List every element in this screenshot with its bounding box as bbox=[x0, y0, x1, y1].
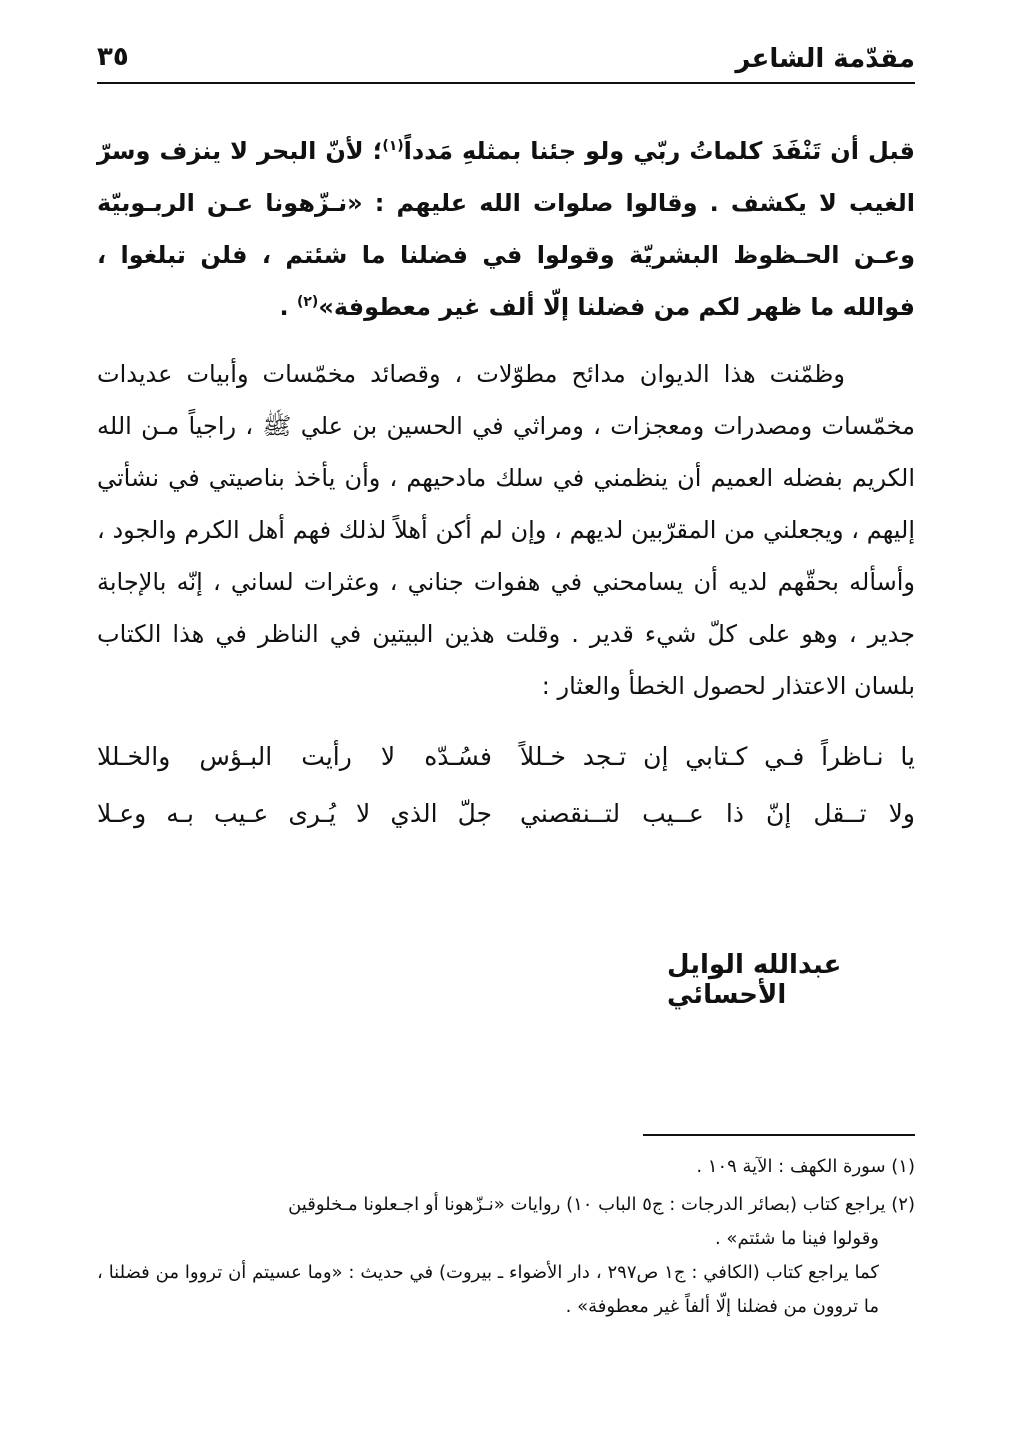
running-title: مقدّمة الشاعر bbox=[735, 44, 915, 74]
author-signature: عبدالله الوايل الأحسائي bbox=[667, 950, 842, 1010]
footnote-divider bbox=[643, 1134, 915, 1136]
lead-paragraph-end: . bbox=[279, 293, 297, 321]
page-header bbox=[97, 38, 915, 84]
verse-line bbox=[97, 799, 915, 856]
poem-verses bbox=[97, 742, 915, 856]
lead-paragraph-cont: ؛ لأنّ البحر لا ينزف وسرّ الغيب لا يكشف . وقالوا صلوات الله عليهم : «نـزّهونا عـن الربـوبيّة وعـن الحـظوظ البشريّة وقولوا في فضلنا ما شئتم ، فلن تبلغوا ، فوالله ما ظهر لكم من فضلنا إلّا ألف غير معطوفة» bbox=[97, 137, 915, 321]
footnote-1: (١) سورة الكهف : الآية ١٠٩ . bbox=[696, 1156, 915, 1177]
verse-second-hemistich: فسُـدّه لا رأيت البـؤس والخـللا bbox=[97, 742, 492, 771]
book-page bbox=[97, 0, 915, 1448]
page-number: ٣٥ bbox=[97, 42, 129, 72]
verse-first-hemistich: يا نـاظراً فـي كـتابي إن تـجد خـللاً bbox=[520, 742, 915, 771]
verse-second-hemistich: جلّ الذي لا يُـرى عـيب بـه وعـلا bbox=[97, 799, 492, 828]
footnote-ref-1: (١) bbox=[382, 138, 404, 154]
footnote-2 bbox=[97, 1188, 915, 1256]
second-paragraph: وظمّنت هذا الديوان مدائح مطوّلات ، وقصائد مخمّسات وأبيات عديدات مخمّسات ومصدرات ومعجزات ، ومراثي في الحسين بن علي ﷺ ، راجياً مـن الله الكريم بفضله العميم أن ينظمني في سلك مادحيهم ، وأن يأخذ بناصيتي في نشأتي إليهم ، ويجعلني من المقرّبين لديهم ، وإن لم أكن أهلاً لذلك فهم أهل الكرم والجود ، وأسأله بحقّهم لديه أن يسامحني في هفوات جناني ، وعثرات لساني ، إنّه بالإجابة جدير ، وهو على كلّ شيء قدير . وقلت هذين البيتين في الناظر في هذا الكتاب بلسان الاعتذار لحصول الخطأ والعثار : bbox=[97, 360, 915, 700]
footnote-3: كما يراجع كتاب (الكافي : ج١ ص٢٩٧ ، دار الأضواء ـ بيروت) في حديث : «وما عسيتم أن ترووا من فضلنا ، ما تروون من فضلنا إلّا ألفاً غير معطوفة» . bbox=[97, 1262, 879, 1317]
footnote-2-continued: وقولوا فينا ما شئتم» . bbox=[714, 1228, 879, 1249]
footnote-2-text: (٢) يراجع كتاب (بصائر الدرجات : ج٥ الباب ١٠) روايات «نـزّهونا أو اجـعلونا مـخلوقين bbox=[288, 1194, 915, 1215]
footnote-ref-2: (٢) bbox=[296, 294, 319, 310]
verse-first-hemistich: ولا تــقل إنّ ذا عــيب لتــنقصني bbox=[520, 799, 915, 828]
verse-line bbox=[97, 742, 915, 799]
lead-paragraph-text: قبل أن تَنْفَدَ كلماتُ ربّي ولو جئنا بمثلهِ مَدداً bbox=[403, 137, 915, 165]
lead-paragraph bbox=[97, 125, 915, 333]
footnotes bbox=[97, 1150, 915, 1324]
main-text bbox=[97, 125, 915, 712]
